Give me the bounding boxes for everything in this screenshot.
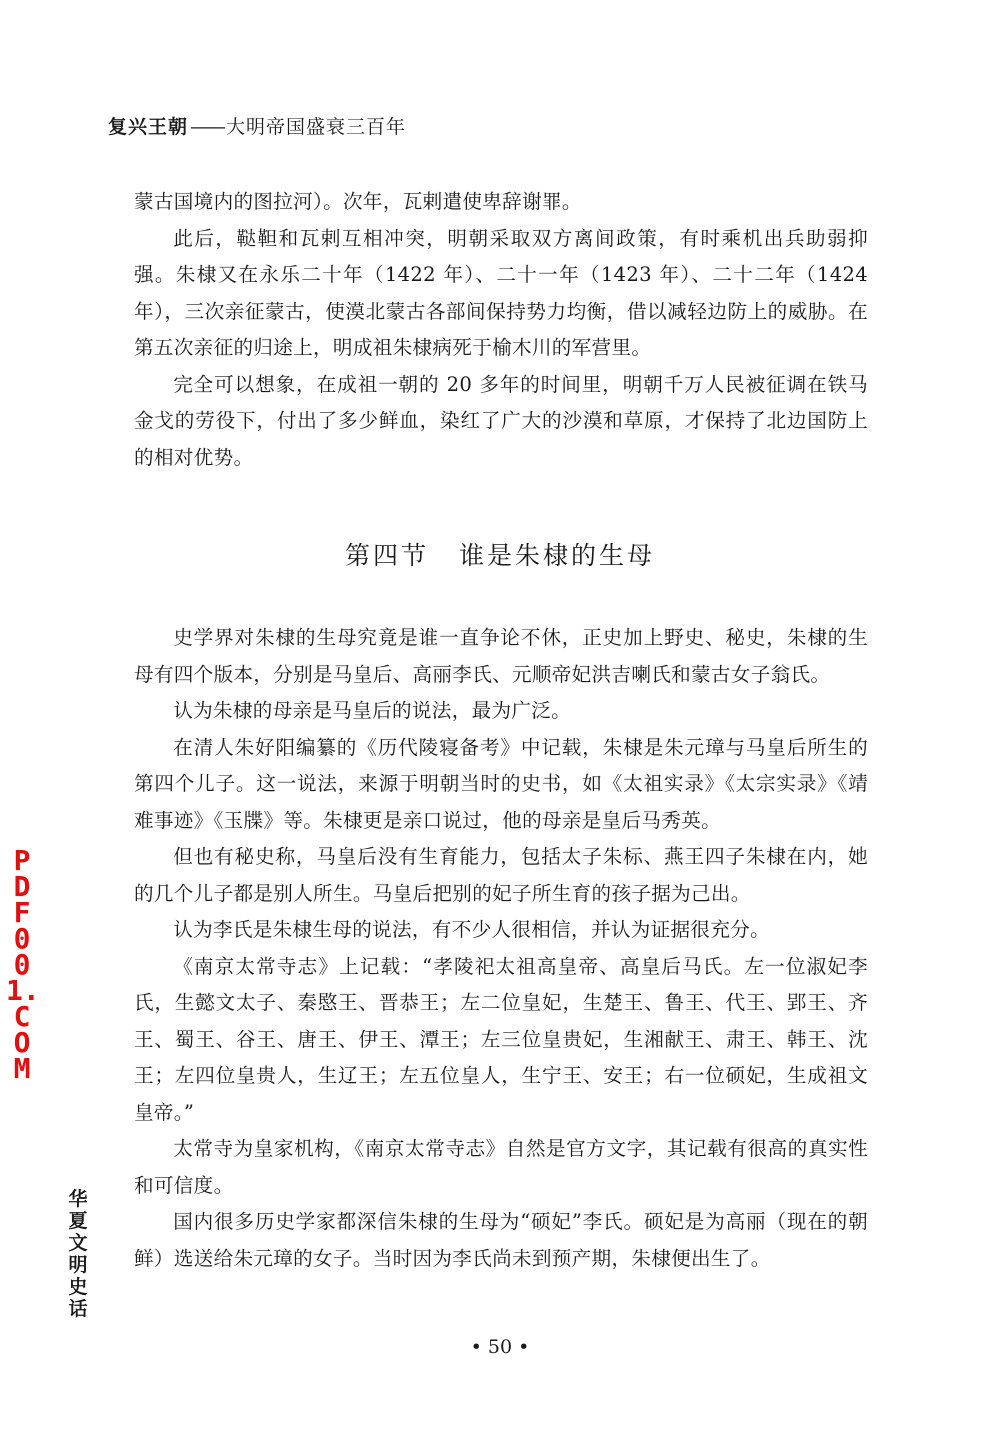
book-title: 复兴王朝: [108, 116, 189, 138]
title-dash: ——: [190, 116, 225, 138]
paragraph: 此后，鞑靼和瓦剌互相冲突，明朝采取双方离间政策，有时乘机出兵助弱抑强。朱棣又在永乐二十年（1422 年）、二十一年（1423 年）、二十二年（1424年），三次亲征蒙古，使漠北蒙古各部间保持势力均衡，借以减轻边防上的威胁。在第五次亲征的归途上，明成祖朱棣病死于榆木川的军营里。: [134, 226, 868, 359]
paragraph: 认为朱棣的母亲是马皇后的说法，最为广泛。: [173, 699, 572, 722]
paragraph: 完全可以想象，在成祖一朝的 20 多年的时间里，明朝千万人民被征调在铁马金戈的劳役下，付出了多少鲜血，染红了广大的沙漠和草原，才保持了北边国防上的相对优势。: [134, 372, 868, 469]
series-name: 华夏文明史话: [68, 1188, 88, 1320]
paragraph: 但也有秘史称，马皇后没有生育能力，包括太子朱标、燕王四子朱棣在内，她的几个儿子都是别人所生。马皇后把别的妃子所生育的孩子据为己出。: [134, 845, 868, 905]
quote-paragraph: 《南京太常寺志》上记载：“孝陵祀太祖高皇帝、高皇后马氏。左一位淑妃李氏，生懿文太子、秦愍王、晋恭王；左二位皇妃，生楚王、鲁王、代王、郢王、齐王、蜀王、谷王、唐王、伊王、潭王；左三位皇贵妃，生湘献王、肃王、韩王、沈王；左四位皇贵人，生辽王；左五位皇人，生宁王、安王；右一位硕妃，生成祖文皇帝。”: [134, 954, 868, 1124]
book-subtitle: 大明帝国盛衰三百年: [226, 116, 407, 138]
paragraph: 在清人朱好阳编纂的《历代陵寝备考》中记载，朱棣是朱元璋与马皇后所生的第四个儿子。这一说法，来源于明朝当时的史书，如《太祖实录》《太宗实录》《靖难事迹》《玉牒》等。朱棣更是亲口说过，他的母亲是皇后马秀英。: [134, 735, 868, 832]
body-text-top: [134, 184, 868, 476]
paragraph: 国内很多历史学家都深信朱棣的生母为“硕妃”李氏。硕妃是为高丽（现在的朝鲜）选送给朱元璋的女子。当时因为李氏尚未到预产期，朱棣便出生了。: [134, 1210, 868, 1270]
section-number: 第四节: [344, 541, 429, 570]
section-heading: [0, 536, 1000, 572]
paragraph: 蒙古国境内的图拉河）。次年，瓦剌遣使卑辞谢罪。: [134, 190, 582, 213]
body-text-bottom: [134, 620, 868, 1277]
paragraph: 史学界对朱棣的生母究竟是谁一直争论不休，正史加上野史、秘史，朱棣的生母有四个版本，分别是马皇后、高丽李氏、元顺帝妃洪吉喇氏和蒙古女子翁氏。: [134, 626, 868, 686]
running-header: [108, 112, 406, 139]
paragraph: 认为李氏是朱棣生母的说法，有不少人很相信，并认为证据很充分。: [173, 918, 770, 941]
page-number: • 50 •: [470, 1336, 530, 1358]
watermark-text: PDF001.COM: [6, 844, 40, 1085]
section-title: 谁是朱棣的生母: [459, 541, 656, 570]
paragraph: 太常寺为皇家机构，《南京太常寺志》自然是官方文字，其记载有很高的真实性和可信度。: [134, 1137, 868, 1197]
